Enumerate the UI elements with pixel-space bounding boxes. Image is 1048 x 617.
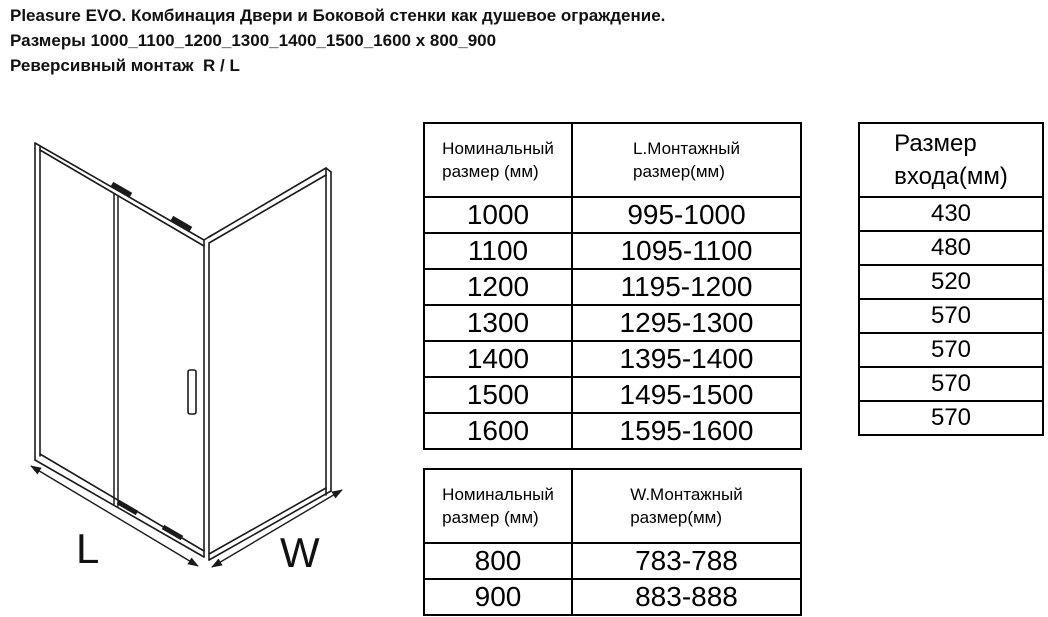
table-row bbox=[424, 377, 801, 413]
table-row bbox=[424, 269, 801, 305]
nominal-size-cell: 1500 bbox=[424, 377, 572, 413]
width-dimension-arrow bbox=[212, 490, 342, 567]
nominal-size-header bbox=[424, 123, 572, 197]
header-text: входа(мм) bbox=[894, 163, 1008, 190]
entry-size-table bbox=[858, 122, 1044, 436]
table-row bbox=[859, 265, 1043, 299]
width-size-table bbox=[423, 468, 802, 616]
l-mount-size-cell: 1395-1400 bbox=[572, 341, 801, 377]
title-line-2: Размеры 1000_1100_1200_1300_1400_1500_1600 x 800_900 bbox=[10, 31, 497, 50]
table-row bbox=[859, 333, 1043, 367]
l-mount-size-header bbox=[572, 123, 801, 197]
table-row bbox=[424, 413, 801, 449]
table-row bbox=[424, 305, 801, 341]
header-text: W.Монтажный bbox=[630, 485, 743, 504]
l-mount-size-cell: 1295-1300 bbox=[572, 305, 801, 341]
header-row bbox=[424, 469, 801, 543]
l-mount-size-cell: 1495-1500 bbox=[572, 377, 801, 413]
header-text: L.Монтажный bbox=[633, 139, 740, 158]
nominal-size-cell: 1100 bbox=[424, 233, 572, 269]
table-row bbox=[424, 233, 801, 269]
door-handle bbox=[188, 370, 196, 414]
title-block bbox=[10, 3, 665, 78]
header-row bbox=[424, 123, 801, 197]
header-text: размер(мм) bbox=[630, 508, 723, 527]
nominal-size-cell: 1300 bbox=[424, 305, 572, 341]
table-row bbox=[859, 401, 1043, 435]
width-dimension-label: W bbox=[280, 529, 320, 576]
table-row bbox=[859, 367, 1043, 401]
header-text: Размер bbox=[894, 130, 977, 157]
header-text: размер(мм) bbox=[633, 162, 725, 181]
sliding-panel-divider bbox=[114, 194, 118, 506]
header-text: размер (мм) bbox=[442, 508, 539, 527]
entry-size-cell: 570 bbox=[859, 299, 1043, 333]
nominal-size-cell: 1200 bbox=[424, 269, 572, 305]
entry-size-cell: 480 bbox=[859, 231, 1043, 265]
side-wall bbox=[209, 168, 331, 560]
table-row bbox=[424, 579, 801, 615]
table-row bbox=[859, 197, 1043, 231]
table-row bbox=[424, 197, 801, 233]
header-row bbox=[859, 123, 1043, 197]
nominal-size-header bbox=[424, 469, 572, 543]
nominal-size-cell: 1600 bbox=[424, 413, 572, 449]
title-line-1: Pleasure EVO. Комбинация Двери и Боковой стенки как душевое ограждение. bbox=[10, 6, 666, 25]
entry-size-cell: 570 bbox=[859, 367, 1043, 401]
roller-brackets bbox=[112, 184, 191, 538]
table-row bbox=[424, 543, 801, 579]
entry-size-cell: 430 bbox=[859, 197, 1043, 231]
nominal-size-cell: 1000 bbox=[424, 197, 572, 233]
nominal-size-cell: 800 bbox=[424, 543, 572, 579]
w-mount-size-cell: 883-888 bbox=[572, 579, 801, 615]
table-row bbox=[424, 341, 801, 377]
header-text: Номинальный bbox=[442, 139, 554, 158]
front-door-frame bbox=[35, 143, 212, 560]
nominal-size-cell: 900 bbox=[424, 579, 572, 615]
shower-enclosure-drawing bbox=[0, 110, 420, 617]
l-mount-size-cell: 1095-1100 bbox=[572, 233, 801, 269]
w-mount-size-header bbox=[572, 469, 801, 543]
l-mount-size-cell: 995-1000 bbox=[572, 197, 801, 233]
nominal-size-cell: 1400 bbox=[424, 341, 572, 377]
length-size-table bbox=[423, 122, 802, 450]
l-mount-size-cell: 1595-1600 bbox=[572, 413, 801, 449]
entry-size-cell: 570 bbox=[859, 401, 1043, 435]
entry-size-cell: 570 bbox=[859, 333, 1043, 367]
l-mount-size-cell: 1195-1200 bbox=[572, 269, 801, 305]
title-line-3: Реверсивный монтаж R / L bbox=[10, 56, 240, 75]
entry-size-cell: 520 bbox=[859, 265, 1043, 299]
table-row bbox=[859, 231, 1043, 265]
header-text: размер (мм) bbox=[442, 162, 539, 181]
entry-size-header bbox=[859, 123, 1043, 197]
header-text: Номинальный bbox=[442, 485, 554, 504]
w-mount-size-cell: 783-788 bbox=[572, 543, 801, 579]
length-dimension-label: L bbox=[76, 525, 100, 572]
table-row bbox=[859, 299, 1043, 333]
